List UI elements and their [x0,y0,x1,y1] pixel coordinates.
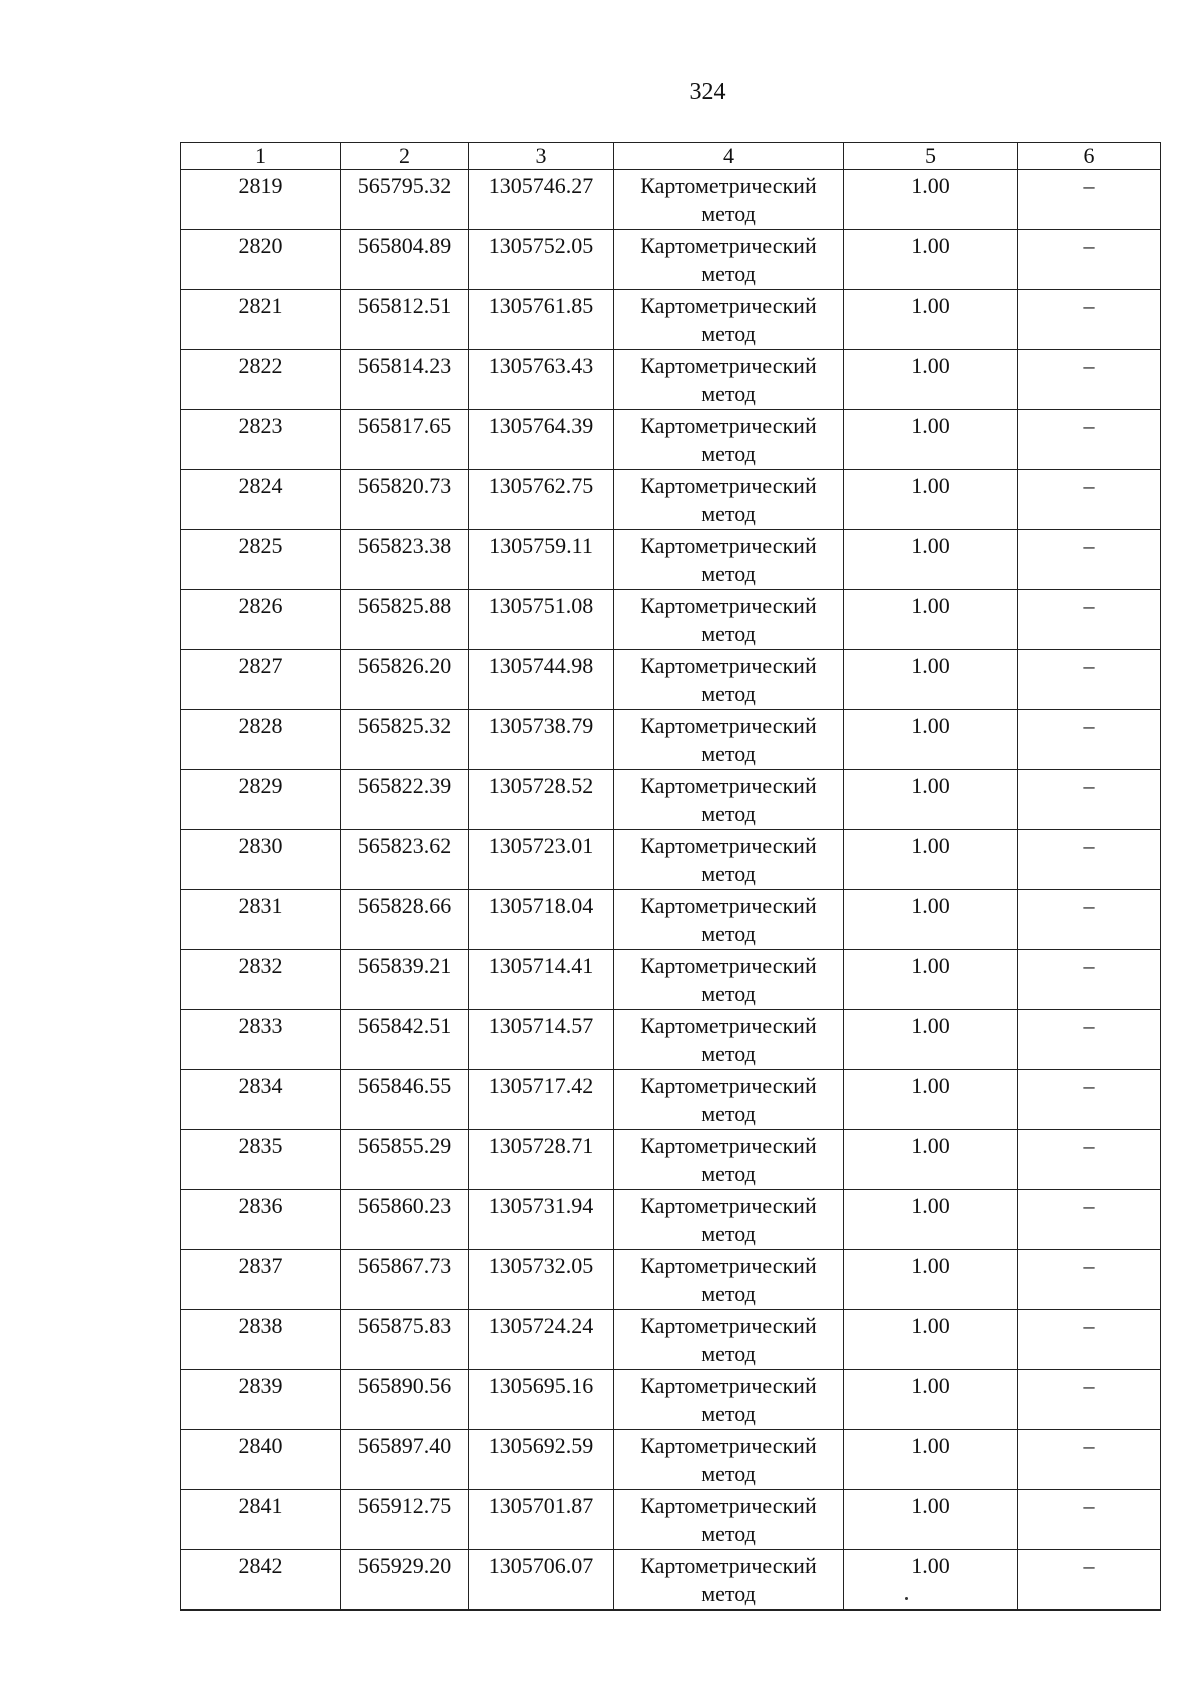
method-cell: Картометрический метод [614,1010,844,1070]
header-col-1: 1 [181,143,341,170]
point-number-cell: 2839 [181,1370,341,1430]
table-row [181,530,1161,590]
x-coordinate-cell: 565812.51 [341,290,469,350]
x-coordinate-cell: 565842.51 [341,1010,469,1070]
point-number-cell: 2832 [181,950,341,1010]
point-number-cell: 2823 [181,410,341,470]
accuracy-cell: 1.00 [844,590,1018,650]
point-number-cell: 2821 [181,290,341,350]
x-coordinate-cell: 565912.75 [341,1490,469,1550]
header-col-6: 6 [1018,143,1161,170]
method-cell: Картометрический метод [614,1250,844,1310]
table-row [181,770,1161,830]
scan-dot [905,1597,908,1600]
x-coordinate-cell: 565890.56 [341,1370,469,1430]
table-body [181,170,1161,1611]
header-col-5: 5 [844,143,1018,170]
x-coordinate-cell: 565823.38 [341,530,469,590]
table-row [181,1130,1161,1190]
table-row [181,290,1161,350]
x-coordinate-cell: 565825.88 [341,590,469,650]
table-row [181,1010,1161,1070]
point-number-cell: 2819 [181,170,341,230]
point-number-cell: 2830 [181,830,341,890]
description-cell: – [1018,1010,1161,1070]
page-number: 324 [689,79,726,105]
description-cell: – [1018,1490,1161,1550]
description-cell: – [1018,350,1161,410]
y-coordinate-cell: 1305723.01 [469,830,614,890]
point-number-cell: 2837 [181,1250,341,1310]
method-cell: Картометрический метод [614,1190,844,1250]
method-cell: Картометрический метод [614,770,844,830]
accuracy-cell: 1.00 [844,1430,1018,1490]
accuracy-cell: 1.00 [844,890,1018,950]
point-number-cell: 2822 [181,350,341,410]
table-row [181,1070,1161,1130]
description-cell: – [1018,170,1161,230]
y-coordinate-cell: 1305764.39 [469,410,614,470]
x-coordinate-cell: 565867.73 [341,1250,469,1310]
table-row [181,470,1161,530]
accuracy-cell: 1.00 [844,1070,1018,1130]
point-number-cell: 2834 [181,1070,341,1130]
description-cell: – [1018,470,1161,530]
accuracy-cell: 1.00 [844,1010,1018,1070]
description-cell: – [1018,710,1161,770]
x-coordinate-cell: 565814.23 [341,350,469,410]
table-row [181,650,1161,710]
table-row [181,1370,1161,1430]
description-cell: – [1018,1430,1161,1490]
table-row [181,890,1161,950]
x-coordinate-cell: 565846.55 [341,1070,469,1130]
table-row [181,1190,1161,1250]
table-row [181,230,1161,290]
y-coordinate-cell: 1305692.59 [469,1430,614,1490]
y-coordinate-cell: 1305728.71 [469,1130,614,1190]
y-coordinate-cell: 1305701.87 [469,1490,614,1550]
description-cell: – [1018,1310,1161,1370]
x-coordinate-cell: 565825.32 [341,710,469,770]
description-cell: – [1018,1130,1161,1190]
y-coordinate-cell: 1305695.16 [469,1370,614,1430]
accuracy-cell: 1.00 [844,710,1018,770]
method-cell: Картометрический метод [614,1490,844,1550]
method-cell: Картометрический метод [614,290,844,350]
header-col-4: 4 [614,143,844,170]
y-coordinate-cell: 1305738.79 [469,710,614,770]
point-number-cell: 2835 [181,1130,341,1190]
point-number-cell: 2831 [181,890,341,950]
accuracy-cell: 1.00 [844,1550,1018,1611]
accuracy-cell: 1.00 [844,770,1018,830]
x-coordinate-cell: 565875.83 [341,1310,469,1370]
method-cell: Картометрический метод [614,710,844,770]
y-coordinate-cell: 1305746.27 [469,170,614,230]
header-col-2: 2 [341,143,469,170]
y-coordinate-cell: 1305714.41 [469,950,614,1010]
y-coordinate-cell: 1305717.42 [469,1070,614,1130]
method-cell: Картометрический метод [614,230,844,290]
x-coordinate-cell: 565897.40 [341,1430,469,1490]
point-number-cell: 2840 [181,1430,341,1490]
point-number-cell: 2838 [181,1310,341,1370]
table-row [181,1250,1161,1310]
coordinates-table [180,142,1161,1611]
description-cell: – [1018,530,1161,590]
x-coordinate-cell: 565860.23 [341,1190,469,1250]
description-cell: – [1018,410,1161,470]
point-number-cell: 2824 [181,470,341,530]
table-header [181,143,1161,170]
y-coordinate-cell: 1305714.57 [469,1010,614,1070]
accuracy-cell: 1.00 [844,170,1018,230]
point-number-cell: 2829 [181,770,341,830]
y-coordinate-cell: 1305718.04 [469,890,614,950]
accuracy-cell: 1.00 [844,1370,1018,1430]
x-coordinate-cell: 565855.29 [341,1130,469,1190]
method-cell: Картометрический метод [614,470,844,530]
accuracy-cell: 1.00 [844,1130,1018,1190]
description-cell: – [1018,950,1161,1010]
y-coordinate-cell: 1305759.11 [469,530,614,590]
method-cell: Картометрический метод [614,1370,844,1430]
table-row [181,410,1161,470]
method-cell: Картометрический метод [614,590,844,650]
y-coordinate-cell: 1305762.75 [469,470,614,530]
y-coordinate-cell: 1305761.85 [469,290,614,350]
point-number-cell: 2842 [181,1550,341,1611]
accuracy-cell: 1.00 [844,950,1018,1010]
table-row [181,350,1161,410]
accuracy-cell: 1.00 [844,1190,1018,1250]
x-coordinate-cell: 565826.20 [341,650,469,710]
description-cell: – [1018,590,1161,650]
table-row [181,1490,1161,1550]
description-cell: – [1018,770,1161,830]
point-number-cell: 2825 [181,530,341,590]
header-col-3: 3 [469,143,614,170]
description-cell: – [1018,1550,1161,1611]
table-row [181,1550,1161,1611]
method-cell: Картометрический метод [614,890,844,950]
x-coordinate-cell: 565823.62 [341,830,469,890]
accuracy-cell: 1.00 [844,470,1018,530]
x-coordinate-cell: 565804.89 [341,230,469,290]
y-coordinate-cell: 1305728.52 [469,770,614,830]
x-coordinate-cell: 565820.73 [341,470,469,530]
point-number-cell: 2833 [181,1010,341,1070]
x-coordinate-cell: 565839.21 [341,950,469,1010]
accuracy-cell: 1.00 [844,290,1018,350]
description-cell: – [1018,230,1161,290]
y-coordinate-cell: 1305751.08 [469,590,614,650]
table-row [181,170,1161,230]
table-row [181,710,1161,770]
y-coordinate-cell: 1305763.43 [469,350,614,410]
x-coordinate-cell: 565795.32 [341,170,469,230]
accuracy-cell: 1.00 [844,530,1018,590]
accuracy-cell: 1.00 [844,650,1018,710]
accuracy-cell: 1.00 [844,350,1018,410]
point-number-cell: 2841 [181,1490,341,1550]
method-cell: Картометрический метод [614,1550,844,1611]
y-coordinate-cell: 1305724.24 [469,1310,614,1370]
x-coordinate-cell: 565929.20 [341,1550,469,1611]
table-row [181,1310,1161,1370]
x-coordinate-cell: 565817.65 [341,410,469,470]
description-cell: – [1018,650,1161,710]
method-cell: Картометрический метод [614,1070,844,1130]
table-row [181,590,1161,650]
y-coordinate-cell: 1305706.07 [469,1550,614,1611]
y-coordinate-cell: 1305744.98 [469,650,614,710]
x-coordinate-cell: 565828.66 [341,890,469,950]
table-row [181,1430,1161,1490]
method-cell: Картометрический метод [614,410,844,470]
accuracy-cell: 1.00 [844,830,1018,890]
point-number-cell: 2827 [181,650,341,710]
x-coordinate-cell: 565822.39 [341,770,469,830]
y-coordinate-cell: 1305731.94 [469,1190,614,1250]
method-cell: Картометрический метод [614,1130,844,1190]
method-cell: Картометрический метод [614,950,844,1010]
method-cell: Картометрический метод [614,350,844,410]
method-cell: Картометрический метод [614,170,844,230]
accuracy-cell: 1.00 [844,1490,1018,1550]
point-number-cell: 2820 [181,230,341,290]
description-cell: – [1018,1190,1161,1250]
header-row [181,143,1161,170]
accuracy-cell: 1.00 [844,410,1018,470]
description-cell: – [1018,1070,1161,1130]
table-row [181,830,1161,890]
table-row [181,950,1161,1010]
description-cell: – [1018,890,1161,950]
point-number-cell: 2836 [181,1190,341,1250]
accuracy-cell: 1.00 [844,1250,1018,1310]
method-cell: Картометрический метод [614,830,844,890]
description-cell: – [1018,1370,1161,1430]
point-number-cell: 2828 [181,710,341,770]
method-cell: Картометрический метод [614,530,844,590]
y-coordinate-cell: 1305732.05 [469,1250,614,1310]
description-cell: – [1018,830,1161,890]
accuracy-cell: 1.00 [844,230,1018,290]
accuracy-cell: 1.00 [844,1310,1018,1370]
method-cell: Картометрический метод [614,1310,844,1370]
method-cell: Картометрический метод [614,1430,844,1490]
description-cell: – [1018,1250,1161,1310]
method-cell: Картометрический метод [614,650,844,710]
point-number-cell: 2826 [181,590,341,650]
description-cell: – [1018,290,1161,350]
y-coordinate-cell: 1305752.05 [469,230,614,290]
